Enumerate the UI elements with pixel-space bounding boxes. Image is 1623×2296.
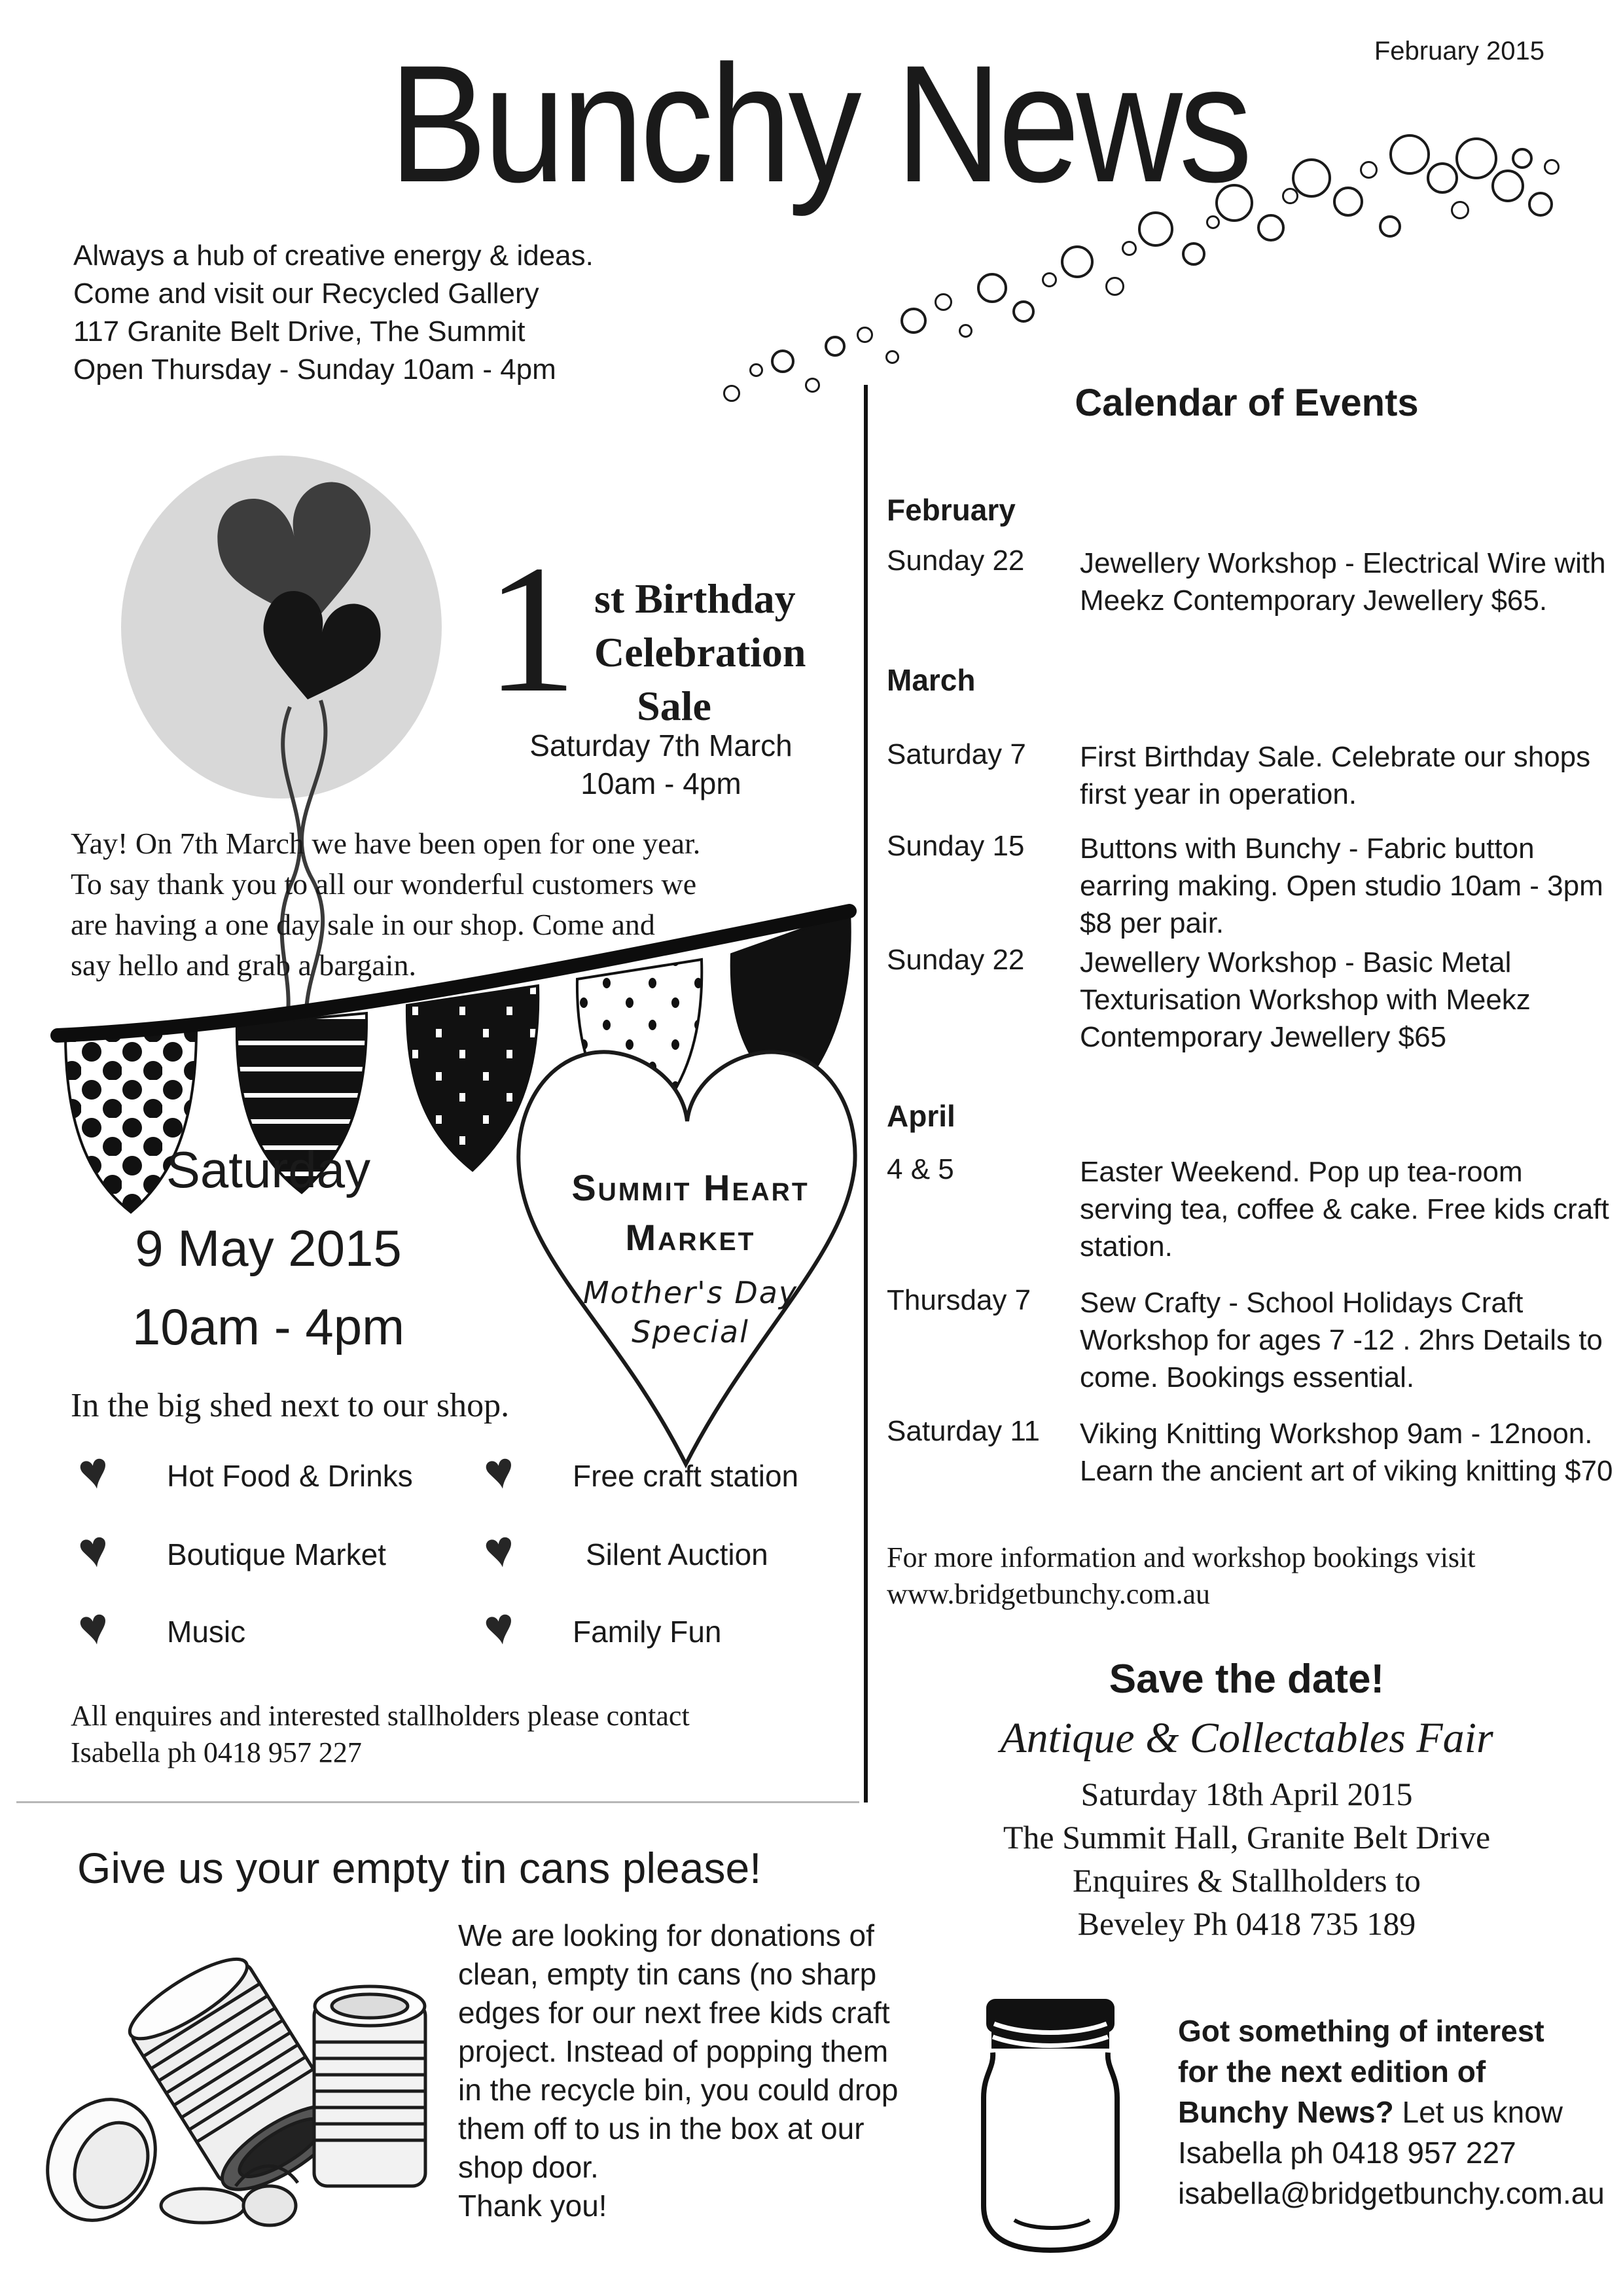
event-description: Jewellery Workshop - Basic Metal Texturisation Workshop with Meekz Contemporary Jewellery $65	[1080, 946, 1531, 1053]
paragraph-line: clean, empty tin cans (no sharp	[458, 1957, 877, 1991]
feature-label: Silent Auction	[586, 1537, 768, 1571]
intro-line: Open Thursday - Sunday 10am - 4pm	[73, 353, 556, 386]
calendar-event	[887, 738, 1623, 813]
event-description: Easter Weekend. Pop up tea-room serving tea, coffee & cake. Free kids craft station.	[1080, 1156, 1609, 1263]
paragraph-line: project. Instead of popping them	[458, 2034, 889, 2068]
interest-regular-fragment: Let us know	[1393, 2095, 1563, 2129]
stallholder-contact: All enquires and interested stallholders please contact	[71, 1700, 690, 1732]
feature-label: Hot Food & Drinks	[167, 1459, 413, 1493]
interest-bold-fragment: Bunchy News?	[1178, 2095, 1394, 2129]
event-description: Buttons with Bunchy - Fabric button earring making. Open studio 10am - 3pm $8 per pair.	[1080, 833, 1603, 939]
heart-bullet-icon: ♥	[479, 1595, 520, 1658]
interest-email: isabella@bridgetbunchy.com.au	[1178, 2176, 1605, 2210]
paragraph-line: are having a one day sale in our shop. Come and	[71, 908, 655, 941]
bubble-icon	[959, 324, 972, 338]
bubble-icon	[1491, 170, 1524, 202]
paragraph-line: say hello and grab a bargain.	[71, 948, 416, 982]
birthday-title-line: Celebration	[594, 629, 806, 675]
bubble-icon	[1042, 272, 1057, 287]
heart-bullet-icon: ♥	[479, 1518, 520, 1581]
bubble-icon	[771, 350, 794, 373]
heart-bullet-icon: ♥	[73, 1518, 114, 1581]
heart-bullet-icon: ♥	[479, 1439, 520, 1502]
paragraph-line: in the recycle bin, you could drop	[458, 2073, 899, 2107]
bubble-icon	[1455, 137, 1497, 179]
market-location: In the big shed next to our shop.	[71, 1387, 510, 1424]
calendar-event	[887, 545, 1623, 619]
stallholder-phone: Isabella ph 0418 957 227	[71, 1736, 362, 1768]
intro-line: Come and visit our Recycled Gallery	[73, 278, 539, 310]
bubble-icon	[1061, 245, 1094, 278]
market-heart-subtitle: Mother's Day	[582, 1275, 798, 1310]
event-date: Sunday 22	[887, 944, 1025, 976]
fair-name: Antique & Collectables Fair	[1000, 1714, 1493, 1762]
masthead	[246, 31, 1393, 217]
event-description: First Birthday Sale. Celebrate our shops first year in operation.	[1080, 741, 1591, 810]
bubble-icon	[1122, 241, 1137, 256]
bubble-icon	[977, 273, 1007, 303]
fair-date: Saturday 18th April 2015	[1080, 1776, 1413, 1812]
event-date: Sunday 15	[887, 830, 1025, 862]
month-heading-march: March	[887, 663, 976, 697]
bubble-icon	[1427, 162, 1458, 194]
bubble-icon	[1544, 159, 1560, 175]
bubble-icon	[1379, 215, 1401, 238]
paragraph-line: Yay! On 7th March we have been open for one year.	[71, 827, 701, 860]
event-description: Jewellery Workshop - Electrical Wire with Meekz Contemporary Jewellery $65.	[1080, 547, 1606, 617]
bubble-icon	[1012, 300, 1035, 323]
bubble-icon	[935, 293, 952, 311]
calendar-title: Calendar of Events	[1075, 382, 1419, 424]
paragraph-line: Thank you!	[458, 2189, 607, 2223]
paragraph-line: edges for our next free kids craft	[458, 1996, 890, 2030]
calendar-event	[887, 1415, 1623, 1490]
birthday-time: 10am - 4pm	[580, 766, 741, 800]
feature-label: Music	[167, 1615, 246, 1649]
tin-cans-illustration	[39, 1924, 445, 2238]
intro-block	[73, 237, 594, 389]
paragraph-line: them off to us in the box at our	[458, 2111, 865, 2145]
event-description: Sew Crafty - School Holidays Craft Workshop for ages 7 -12 . 2hrs Details to come. Bookings essential.	[1080, 1287, 1603, 1393]
bubble-icon	[857, 327, 873, 343]
note-line: For more information and workshop bookings visit	[887, 1541, 1476, 1573]
feature-label: Boutique Market	[167, 1537, 386, 1571]
jar-icon	[952, 1990, 1149, 2258]
interest-line: Got something of interest	[1178, 2014, 1544, 2048]
market-date: 9 May 2015	[135, 1219, 402, 1277]
issue-date: February 2015	[1374, 37, 1544, 65]
paragraph-line: To say thank you to all our wonderful customers we	[71, 867, 697, 901]
month-heading-february: February	[887, 493, 1016, 527]
paragraph-line: We are looking for donations of	[458, 1918, 874, 1952]
calendar-event	[887, 944, 1623, 1056]
section-divider	[16, 1801, 859, 1803]
heart-bullet-icon: ♥	[73, 1439, 114, 1502]
tin-cans-paragraph	[458, 1916, 899, 2225]
workshop-bookings-note	[887, 1539, 1600, 1613]
event-date: Thursday 7	[887, 1284, 1031, 1316]
bubble-icon	[1105, 277, 1124, 296]
event-date: Saturday 11	[887, 1415, 1041, 1447]
event-date: 4 & 5	[887, 1153, 954, 1185]
fair-enquiries: Enquires & Stallholders to	[1073, 1862, 1421, 1899]
market-time: 10am - 4pm	[132, 1298, 405, 1355]
calendar-event	[887, 830, 1623, 942]
bubble-icon	[825, 336, 846, 357]
bubble-icon	[1512, 148, 1533, 169]
market-heart-title: Summit Heart	[571, 1167, 810, 1208]
tin-cans-title: Give us your empty tin cans please!	[77, 1844, 762, 1892]
fair-phone: Beveley Ph 0418 735 189	[1077, 1905, 1416, 1942]
page-title: Bunchy News	[389, 31, 1249, 217]
interest-line: for the next edition of	[1178, 2054, 1486, 2089]
market-heart-title: Market	[625, 1217, 756, 1258]
intro-line: Always a hub of creative energy & ideas.	[73, 240, 594, 272]
heart-bullet-icon: ♥	[73, 1595, 114, 1658]
bubble-icon	[1257, 214, 1285, 242]
birthday-date: Saturday 7th March	[529, 728, 793, 762]
bubble-icon	[885, 350, 899, 364]
summit-heart-outline-icon	[504, 1044, 870, 1476]
paragraph-line: shop door.	[458, 2150, 599, 2184]
birthday-title-line: st Birthday	[594, 575, 796, 622]
bubble-icon	[1389, 134, 1430, 175]
month-heading-april: April	[887, 1099, 955, 1133]
interest-phone: Isabella ph 0418 957 227	[1178, 2136, 1516, 2170]
birthday-title-line: Sale	[637, 683, 711, 729]
calendar-event	[887, 1153, 1623, 1265]
bubble-icon	[805, 378, 820, 393]
event-date: Sunday 22	[887, 545, 1025, 577]
bubble-icon	[1451, 201, 1469, 219]
bubble-icon	[723, 385, 740, 402]
bubble-icon	[749, 363, 763, 377]
bubble-icon	[901, 308, 927, 334]
interest-line	[1178, 2092, 1610, 2132]
feature-label: Family Fun	[573, 1615, 722, 1649]
website-url: www.bridgetbunchy.com.au	[887, 1578, 1211, 1610]
feature-label: Free craft station	[573, 1459, 799, 1493]
event-date: Saturday 7	[887, 738, 1026, 770]
interest-block	[1178, 2011, 1610, 2214]
event-description: Viking Knitting Workshop 9am - 12noon. Learn the ancient art of viking knitting $70	[1080, 1418, 1613, 1487]
save-the-date-title: Save the date!	[1109, 1657, 1385, 1702]
bubble-icon	[1182, 242, 1205, 266]
market-heart-subtitle: Special	[632, 1314, 749, 1350]
fair-venue: The Summit Hall, Granite Belt Drive	[1003, 1819, 1491, 1856]
bubble-icon	[1528, 192, 1553, 217]
calendar-event	[887, 1284, 1623, 1396]
market-day: Saturday	[166, 1141, 371, 1198]
birthday-numeral: 1	[486, 527, 577, 730]
intro-line: 117 Granite Belt Drive, The Summit	[73, 315, 526, 348]
